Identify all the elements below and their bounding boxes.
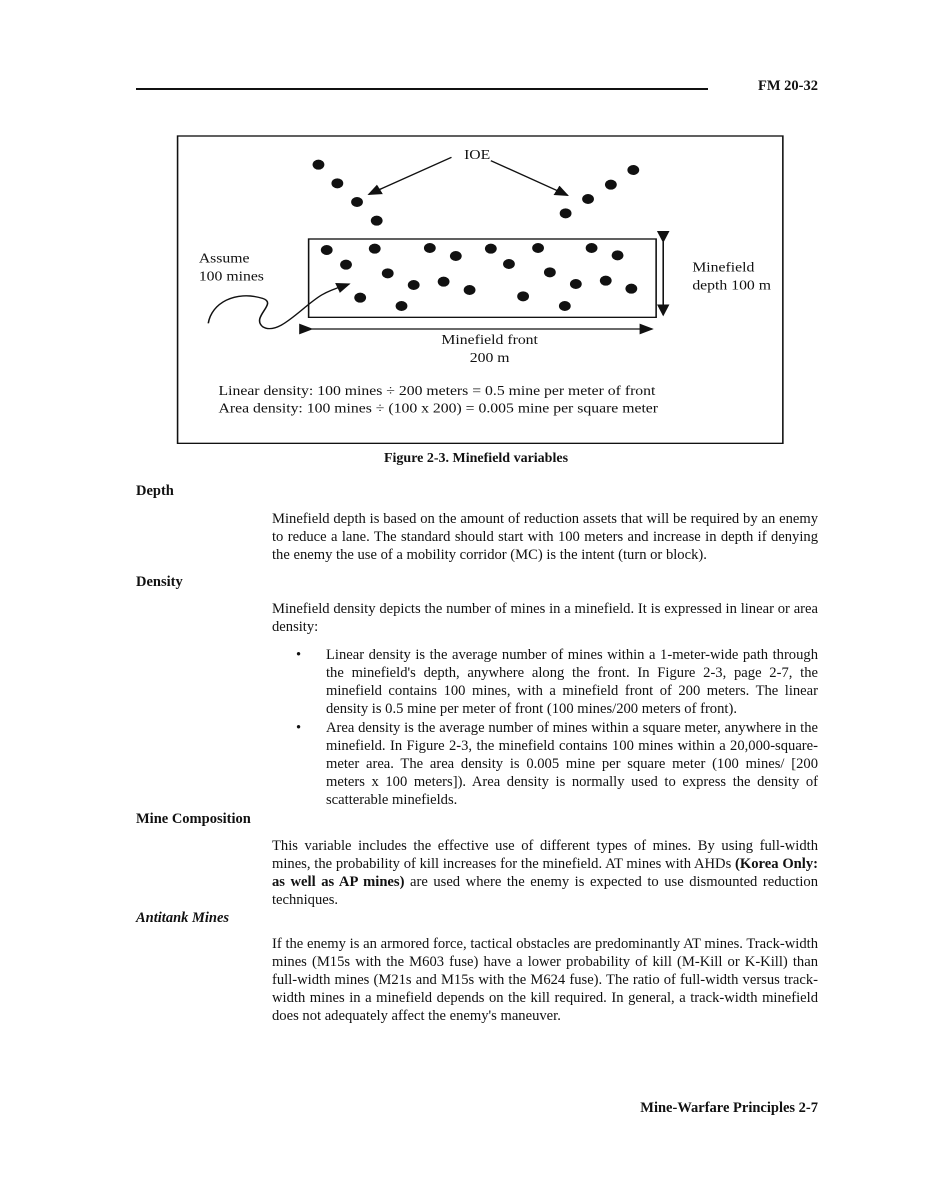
mine-dot — [627, 165, 639, 175]
mine-dot — [612, 250, 624, 260]
mine-dot — [354, 293, 366, 303]
mine-dot — [438, 277, 450, 287]
mine-dot — [408, 280, 420, 290]
paragraph-depth: Minefield depth is based on the amount of reduction assets that will be required by an enemy to reduce a lane. The standard should start with 100 meters and increase in depth if denying the enemy the use of a mobility corridor (MC) is the intent (turn or block). — [272, 511, 818, 563]
figure-minefield-variables — [176, 130, 786, 450]
mine-dot — [331, 178, 343, 188]
assume-count: 100 mines — [198, 269, 264, 285]
ioe-arrow-right — [491, 161, 568, 196]
composition-korea-note: (Korea Only: as well as AP mines) — [272, 856, 818, 890]
paragraph-density: Minefield density depicts the number of mines in a minefield. It is expressed in linear or area density: — [272, 601, 818, 635]
mine-dot — [340, 260, 352, 270]
bullet-text: Area density is the average number of mines within a square meter, anywhere in the minefield. In Figure 2-3, the minefield contains 100 mines within a 20,000-square-meter area. The area density is 0.005 mine per square meter (100 mines/ [200 meters x 100 meters]). Area density is normally used to express the density of scatterable minefields. — [326, 720, 818, 808]
bullet-linear-density — [296, 646, 818, 718]
mine-dot — [351, 197, 363, 207]
mine-dot — [532, 243, 544, 253]
ioe-label: IOE — [464, 148, 491, 163]
mine-dot — [625, 284, 637, 294]
header-rule — [136, 88, 708, 90]
mines-group — [313, 160, 640, 311]
mine-dot — [570, 279, 582, 289]
depth-label: Minefield — [692, 260, 755, 275]
mine-dot — [559, 301, 571, 311]
assume-label: Assume — [198, 251, 250, 267]
page-footer: Mine-Warfare Principles 2-7 — [640, 1100, 818, 1116]
composition-text-end: are used where the enemy is expected to use dismounted reduction techniques. — [272, 874, 819, 908]
heading-depth: Depth — [136, 483, 174, 499]
bullet-icon: • — [296, 647, 302, 663]
mine-dot — [582, 194, 594, 204]
front-value: 200 m — [469, 351, 510, 366]
mine-dot — [396, 301, 408, 311]
mine-dot — [586, 243, 598, 253]
enemy-path-arrow — [208, 284, 349, 329]
area-density-formula: Area density: 100 mines ÷ (100 x 200) = 0.005 mine per square meter — [218, 401, 659, 417]
mine-dot — [464, 285, 476, 295]
depth-value: depth 100 m — [692, 278, 771, 293]
mine-dot — [313, 160, 325, 170]
mine-dot — [424, 243, 436, 253]
mine-dot — [450, 251, 462, 261]
mine-dot — [517, 291, 529, 301]
bullet-icon: • — [296, 720, 302, 736]
figure-caption: Figure 2-3. Minefield variables — [383, 451, 569, 466]
front-label: Minefield front — [441, 333, 538, 348]
mine-dot — [544, 267, 556, 277]
mine-dot — [600, 276, 612, 286]
ioe-arrow-left — [369, 157, 452, 194]
mine-dot — [485, 244, 497, 254]
mine-dot — [371, 216, 383, 226]
linear-density-formula: Linear density: 100 mines ÷ 200 meters = 0.5 mine per meter of front — [218, 384, 656, 399]
bullet-area-density — [296, 719, 818, 809]
mine-dot — [560, 208, 572, 218]
document-id: FM 20-32 — [758, 78, 818, 94]
heading-density: Density — [136, 574, 183, 590]
heading-antitank-mines: Antitank Mines — [136, 910, 230, 926]
mine-dot — [503, 259, 515, 269]
mine-dot — [382, 268, 394, 278]
paragraph-mine-composition — [272, 837, 818, 909]
heading-mine-composition: Mine Composition — [136, 811, 251, 827]
mine-dot — [369, 244, 381, 254]
bullet-text: Linear density is the average number of mines within a 1-meter-wide path through the minefield's depth, anywhere along the front. In Figure 2-3, page 2-7, the minefield contains 100 mines, with a minefield front of 200 meters. The linear density is 0.5 mine per meter of front (100 mines/200 meters of front). — [326, 647, 818, 717]
mine-dot — [321, 245, 333, 255]
composition-text: This variable includes the effective use of different types of mines. By using full-width mines, the probability of kill increases for the minefield. AT mines with AHDs — [272, 838, 818, 872]
mine-dot — [605, 180, 617, 190]
paragraph-antitank-mines: If the enemy is an armored force, tactical obstacles are predominantly AT mines. Track-width mines (M15s with the M603 fuse) have a lower probability of kill (M-Kill or K-Kill) than full-width mines (M21s and M15s with the M624 fuse). The ratio of full-width versus track-width mines in a minefield depends on the kill required. In general, a track-width minefield does not adequately affect the enemy's maneuver. — [272, 936, 818, 1024]
